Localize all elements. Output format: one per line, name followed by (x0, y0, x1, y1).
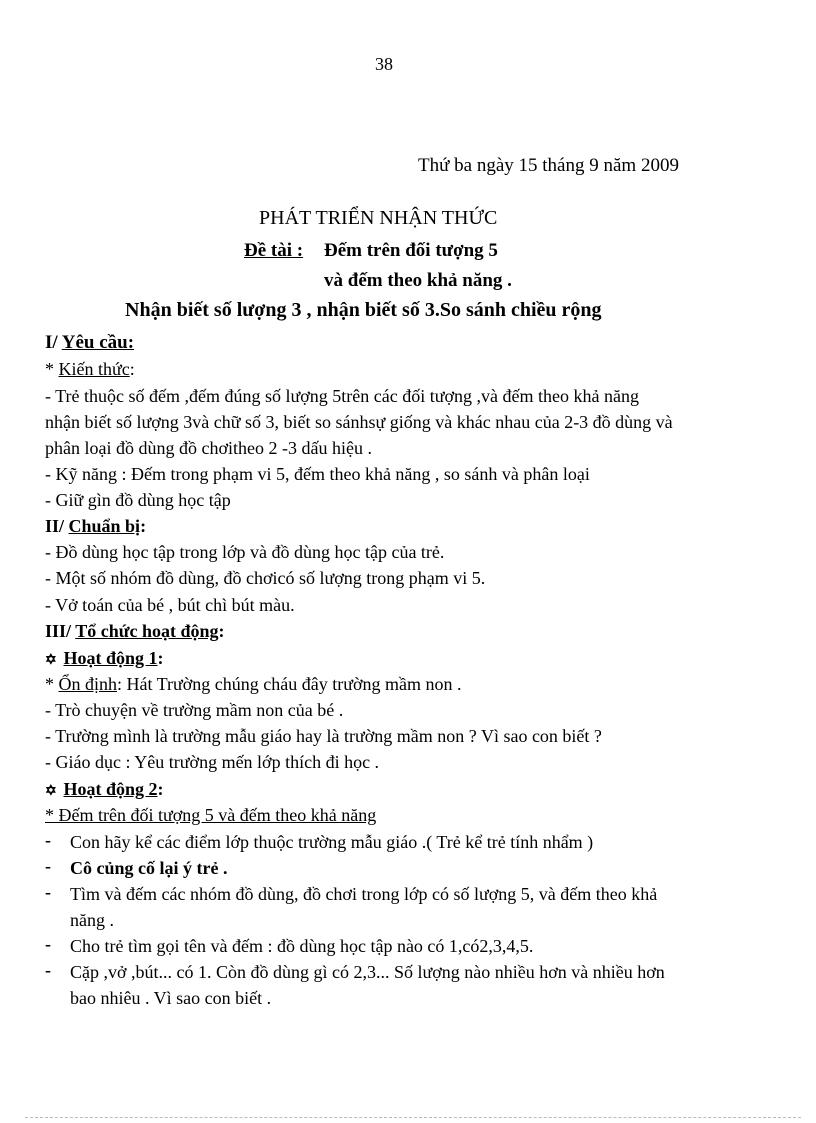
section-3-title: Tổ chức hoạt động (75, 621, 219, 641)
sub-suffix: : (129, 359, 135, 379)
bullet-text: bao nhiêu . Vì sao con biết . (70, 988, 272, 1008)
activity-2-title-suffix: : (157, 779, 164, 799)
star-icon: ✡ (45, 653, 57, 668)
sub-prefix: * (45, 359, 59, 379)
bullet-text: Cô củng cố lại ý trẻ . (70, 858, 228, 878)
section-1-heading (45, 331, 134, 355)
page-bottom-divider (25, 1117, 801, 1118)
bullet-text: Con hãy kể các điểm lớp thuộc trường mẫu giáo .( Trẻ kể trẻ tính nhẩm ) (70, 832, 594, 852)
bullet-text: Cặp ,vở ,bút... có 1. Còn đồ dùng gì có 2,3... Số lượng nào nhiều hơn và nhiều hơn (70, 962, 665, 982)
activity-1-line: - Trò chuyện về trường mầm non của bé . (45, 700, 344, 720)
activity-2-title: Hoạt động 2 (63, 779, 158, 799)
topic-line-1: Đếm trên đối tượng 5 (324, 240, 498, 261)
sub-title: Kiến thức (58, 359, 130, 379)
section-1-subheading (45, 357, 135, 381)
section-1-line: nhận biết số lượng 3và chữ số 3, biết so sánhsự giống và khác nhau của 2-3 đồ dùng và (45, 412, 673, 432)
section-1-title: Yêu cầu: (61, 332, 135, 353)
section-2-number: II/ (45, 516, 65, 536)
section-2-title-suffix: : (140, 516, 147, 536)
bullet-text: năng . (70, 910, 114, 930)
activity-2-subheading: * Đếm trên đối tượng 5 và đếm theo khả năng (45, 805, 377, 825)
activity-1-line: - Giáo dục : Yêu trường mến lớp thích đi học . (45, 752, 380, 772)
page-number: 38 (375, 54, 393, 74)
section-2-line: - Vở toán của bé , bút chì bút màu. (45, 595, 295, 615)
topic-line-3: Nhận biết số lượng 3 , nhận biết số 3.So sánh chiều rộng (125, 299, 602, 321)
intro-text: : Hát Trường chúng cháu đây trường mầm non . (117, 674, 462, 694)
activity-1-title: Hoạt động 1 (63, 648, 158, 668)
bullet-mark: - (45, 934, 51, 954)
section-1-line: - Giữ gìn đồ dùng học tập (45, 490, 231, 510)
bullet-mark: - (45, 830, 51, 850)
section-2-heading (45, 514, 146, 538)
topic-line-2: và đếm theo khả năng . (324, 270, 512, 291)
bullet-text: Tìm và đếm các nhóm đồ dùng, đồ chơi trong lớp có số lượng 5, và đếm theo khả (70, 884, 658, 904)
section-2-line: - Đồ dùng học tập trong lớp và đồ dùng học tập của trẻ. (45, 542, 445, 562)
bullet-text: Cho trẻ tìm gọi tên và đếm : đồ dùng học tập nào có 1,có2,3,4,5. (70, 936, 534, 956)
activity-1-heading (45, 646, 164, 673)
activity-1-intro (45, 672, 462, 696)
section-3-title-suffix: : (218, 621, 225, 641)
activity-1-line: - Trường mình là trường mẫu giáo hay là trường mầm non ? Vì sao con biết ? (45, 726, 602, 746)
bullet-mark: - (45, 882, 51, 902)
bullet-mark: - (45, 960, 51, 980)
bullet-mark: - (45, 856, 51, 876)
section-2-title: Chuẩn bị (68, 516, 141, 536)
topic-label (244, 240, 303, 262)
star-icon: ✡ (45, 784, 57, 799)
activity-2-heading (45, 777, 164, 804)
section-1-line: - Trẻ thuộc số đếm ,đếm đúng số lượng 5trên các đối tượng ,và đếm theo khả năng (45, 386, 639, 406)
subject-title: PHÁT TRIỂN NHẬN THỨC (259, 207, 498, 229)
date-line: Thứ ba ngày 15 tháng 9 năm 2009 (418, 155, 679, 176)
topic-label-text: Đề tài : (244, 240, 304, 261)
section-1-number: I/ (45, 332, 58, 353)
section-1-line: phân loại đồ dùng đồ chơitheo 2 -3 dấu hiệu . (45, 438, 372, 458)
intro-label: Ổn định (58, 674, 117, 694)
intro-prefix: * (45, 674, 59, 694)
section-1-line: - Kỹ năng : Đếm trong phạm vi 5, đếm theo khả năng , so sánh và phân loại (45, 464, 590, 484)
section-2-line: - Một số nhóm đồ dùng, đồ chơicó số lượng trong phạm vi 5. (45, 568, 486, 588)
activity-1-title-suffix: : (157, 648, 164, 668)
section-3-number: III/ (45, 621, 72, 641)
section-3-heading (45, 619, 225, 643)
